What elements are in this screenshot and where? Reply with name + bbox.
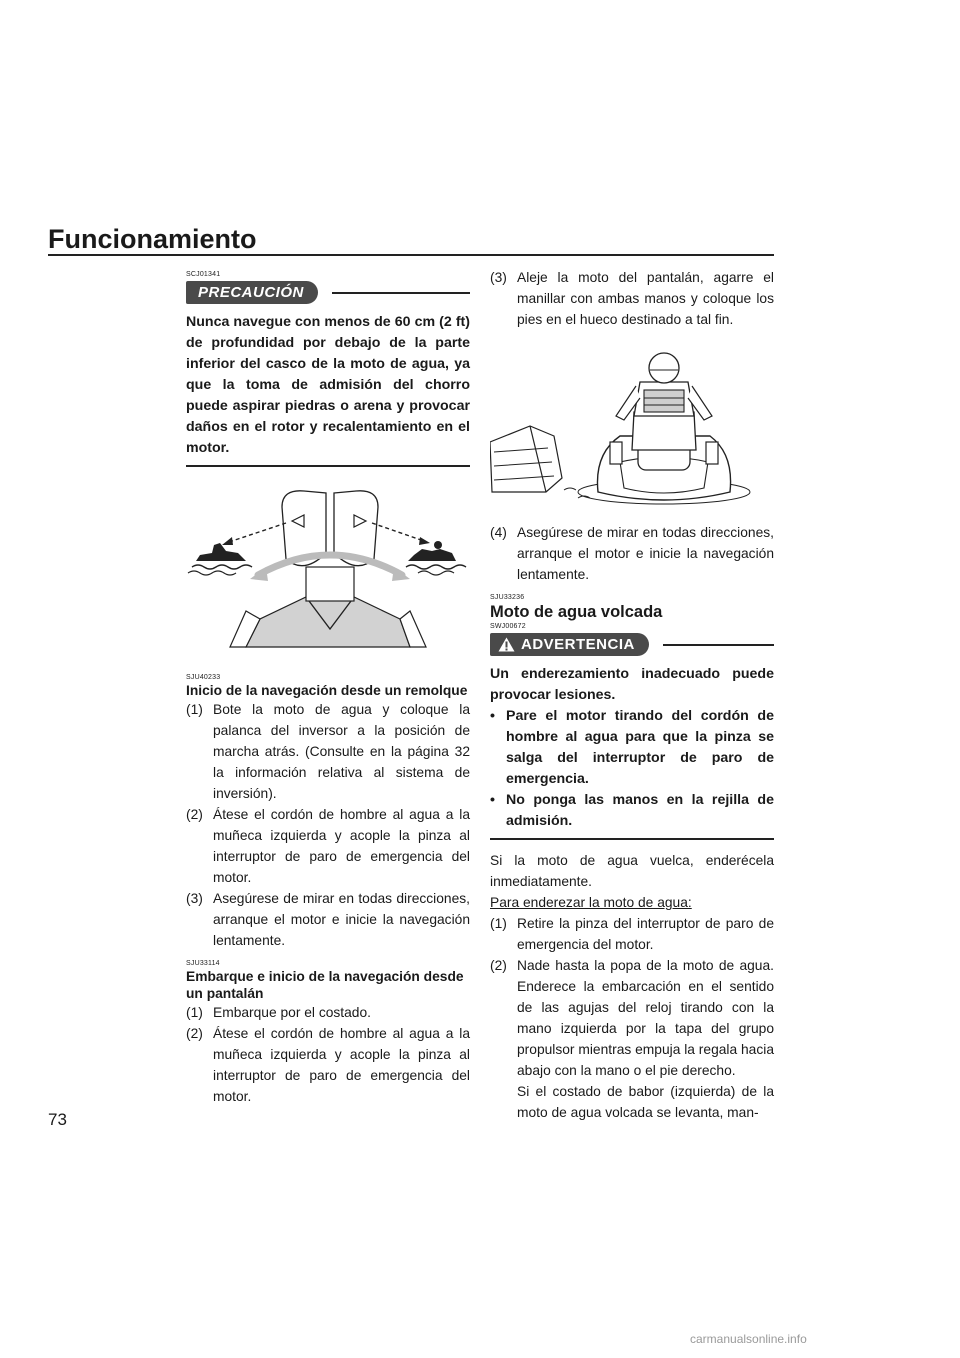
warning-bottom-line xyxy=(490,838,774,840)
list-item: (2) Átese el cordón de hombre al agua a la muñeca izquierda y acople la pinza al interruptor de paro de emergencia del motor. xyxy=(186,807,470,885)
caution-bottom-line xyxy=(186,465,470,467)
warning-intro: Un enderezamiento inadecuado puede provocar lesiones. xyxy=(490,666,774,703)
list-item: (2) Nade hasta la popa de la moto de agua. Enderece la embarcación en el sentido de las agujas del reloj tirando con la mano izquierda por la tapa del grupo propulsor mientras empuja la regala hacia abajo con la mano o el pie derecho. xyxy=(490,958,774,1078)
dock-heading: Embarque e inicio de la navegación desde un pantalán xyxy=(186,969,464,1001)
dock-code: SJU33114 xyxy=(186,960,220,967)
caution-text: Nunca navegue con menos de 60 cm (2 ft) de profundidad por debajo de la parte inferior del casco de la moto de agua, ya que la toma de admisión del chorro puede aspirar piedras o arena y provocar daños en el rotor y recalentamiento en el motor. xyxy=(186,314,470,456)
warning-label: ADVERTENCIA xyxy=(521,636,635,653)
caution-label: PRECAUCIÓN xyxy=(186,281,318,304)
header-rule xyxy=(48,254,774,256)
left-column xyxy=(186,270,470,1107)
warning-code: SWJ00672 xyxy=(490,623,526,630)
list-item: (3) Aleje la moto del pantalán, agarre el manillar con ambas manos y coloque los pies en el hueco destinado a tal fin. xyxy=(490,270,774,327)
caution-code: SCJ01341 xyxy=(186,271,221,278)
dock-boarding-illustration xyxy=(490,342,774,510)
lookout-illustration xyxy=(186,479,470,665)
list-item: (4) Asegúrese de mirar en todas direcciones, arranque el motor e inicie la navegación lentamente. xyxy=(490,525,774,582)
list-item: (1) Bote la moto de agua y coloque la palanca del inversor a la posición de marcha atrás. (Consulte en la página 32 la información relativa al sistema de inversión). xyxy=(186,702,470,801)
list-item: Si el costado de babor (izquierda) de la moto de agua volcada se levanta, man- xyxy=(517,1084,774,1120)
capsized-heading: Moto de agua volcada xyxy=(490,603,663,621)
dock-steps xyxy=(186,1002,470,1107)
list-item: (3) Asegúrese de mirar en todas direcciones, arranque el motor e inicie la navegación lentamente. xyxy=(186,891,470,948)
right-column xyxy=(490,270,774,1123)
warning-triangle-icon xyxy=(498,637,515,652)
trailer-code: SJU40233 xyxy=(186,674,221,681)
list-item: (1) Retire la pinza del interruptor de paro de emergencia del motor. xyxy=(490,916,774,952)
warning-header xyxy=(490,633,774,656)
warning-bullet: • Pare el motor tirando del cordón de hombre al agua para que la pinza se salga del interruptor de paro de emergencia. xyxy=(490,708,774,787)
warning-bullet: • No ponga las manos en la rejilla de admisión. xyxy=(490,792,774,829)
caution-header xyxy=(186,281,470,304)
capsized-subheading: Para enderezar la moto de agua: xyxy=(490,895,692,910)
list-item: (1) Embarque por el costado. xyxy=(186,1005,371,1020)
warning-label-box xyxy=(490,633,649,656)
list-item: (2) Átese el cordón de hombre al agua a la muñeca izquierda y acople la pinza al interruptor de paro de emergencia del motor. xyxy=(186,1026,470,1104)
warning-header-line xyxy=(663,644,774,646)
trailer-heading: Inicio de la navegación desde un remolque xyxy=(186,683,468,698)
watermark: carmanualsonline.info xyxy=(690,1332,807,1346)
caution-header-line xyxy=(332,292,470,294)
capsized-code: SJU33236 xyxy=(490,594,525,601)
page-header: Funcionamiento xyxy=(48,224,257,254)
trailer-steps xyxy=(186,699,470,951)
capsized-paragraph: Si la moto de agua vuelca, enderécela inmediatamente. xyxy=(490,853,774,889)
page-number: 73 xyxy=(48,1110,67,1129)
